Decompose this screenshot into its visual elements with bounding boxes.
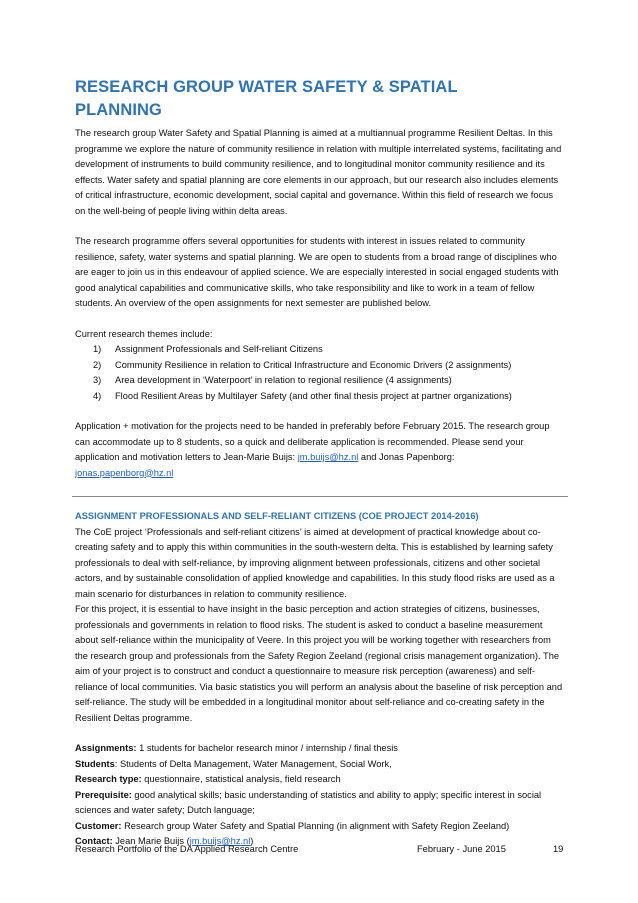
list-item: 4) Flood Resilient Areas by Multilayer Safety (and other final thesis project at partner organizations)	[93, 390, 512, 401]
themes-intro: Current research themes include:	[75, 328, 213, 339]
document-page	[75, 76, 565, 850]
detail-customer: Customer: Research group Water Safety and Spatial Planning (in alignment with Safety Region Zeeland)	[75, 820, 510, 831]
page-number: 19	[553, 844, 564, 854]
assignment-paragraph-1: The CoE project ‘Professionals and self-reliant citizens’ is aimed at development of practical knowledge about co-creating safety and to apply this within communities in the south-western delta. This is established by learning safety professionals to deal with self-reliance, by improving alignment between professionals, citizens and other societal actors, and by sustainable consolidation of applied knowledge and capabilities. In this study flood risks are used as a main scenario for disturbances in relation to community resilience.	[75, 526, 555, 599]
assignment-details	[75, 741, 565, 850]
detail-research-type: Research type: questionnaire, statistical analysis, field research	[75, 774, 341, 784]
assignment-paragraph-2: For this project, it is essential to have insight in the basic perception and action strategies of citizens, businesses, professionals and governments in relation to flood risks. The student is asked to conduct a baseline measurement about self-reliance within the municipality of Veere. In this project you will be working together with researchers from the research group and professionals from the Safety Region Zeeland (regional crisis management organization). The aim of your project is to construct and conduct a questionnaire to measure risk perception (awareness) and self-reliance of local communities. Via basic statistics you will perform an analysis about the baseline of risk perception and self-reliance. The study will be embedded in a longitudinal monitor about self-reliance and co-creating safety in the Resilient Deltas programme.	[75, 604, 563, 723]
list-item: 3) Area development in ‘Waterpoort’ in relation to regional resilience (4 assignments)	[93, 375, 452, 385]
themes-list	[75, 342, 565, 404]
detail-prerequisite: Prerequisite: good analytical skills; basic understanding of statistics and ability to apply; specific interest in social sciences and water safety; Dutch language;	[75, 789, 542, 815]
email-link-buijs[interactable]: jm.buijs@hz.nl	[297, 452, 359, 462]
page-title-line1: RESEARCH GROUP WATER SAFETY & SPATIAL	[75, 78, 458, 96]
list-item: 1) Assignment Professionals and Self-reliant Citizens	[93, 344, 323, 354]
list-item: 2) Community Resilience in relation to Critical Infrastructure and Economic Drivers (2 assignments)	[93, 359, 512, 370]
detail-assignments: Assignments: 1 students for bachelor research minor / internship / final thesis	[75, 743, 398, 753]
programme-paragraph: The research programme offers several opportunities for students with interest in issues related to community resilience, safety, water systems and spatial planning. We are open to students from a broad range of disciplines who are eager to join us in this endeavour of applied science. We are especially interested in social engaged students with good analytical capabilities and communicative skills, who take responsibility and like to work in a team of fellow students. An overview of the open assignments for next semester are published below.	[75, 236, 559, 308]
intro-paragraph: The research group Water Safety and Spatial Planning is aimed at a multiannual programme Resilient Deltas. In this programme we explore the nature of community resilience in relation with multiple interrelated systems, facilitating and development of instruments to build community resilience, and to longitudinal monitor community resilience and its effects. Water safety and spatial planning are core elements in our approach, but our research also includes elements of critical infrastructure, economic development, social capital and governance. Within this field of research we focus on the well-being of people living within delta areas.	[75, 128, 562, 216]
detail-contact: Contact: Jean Marie Buijs (jm.buijs@hz.nl)	[75, 836, 254, 846]
page-title-line2: PLANNING	[75, 101, 162, 119]
email-link-contact[interactable]: jm.buijs@hz.nl	[189, 836, 251, 846]
application-paragraph: Application + motivation for the projects need to be handed in preferably before February 2015. The research group can accommodate up to 8 students, so a quick and deliberate application is recommended. Please send your application and motivation letters to Jean-Marie Buijs: jm.buijs@hz.nl and Jonas Papenborg: jonas.papenborg@hz.nl	[75, 421, 550, 478]
assignment-heading: ASSIGNMENT PROFESSIONALS AND SELF-RELIANT CITIZENS (COE PROJECT 2014-2016)	[75, 511, 479, 521]
section-divider	[72, 496, 568, 497]
footer-date: February - June 2015	[417, 844, 506, 854]
email-link-papenborg[interactable]: jonas.papenborg@hz.nl	[75, 467, 174, 478]
footer-title: Research Portfolio of the DA Applied Research Centre	[75, 844, 299, 854]
page-title	[75, 76, 565, 122]
detail-students: Students: Students of Delta Management, Water Management, Social Work,	[75, 758, 392, 769]
